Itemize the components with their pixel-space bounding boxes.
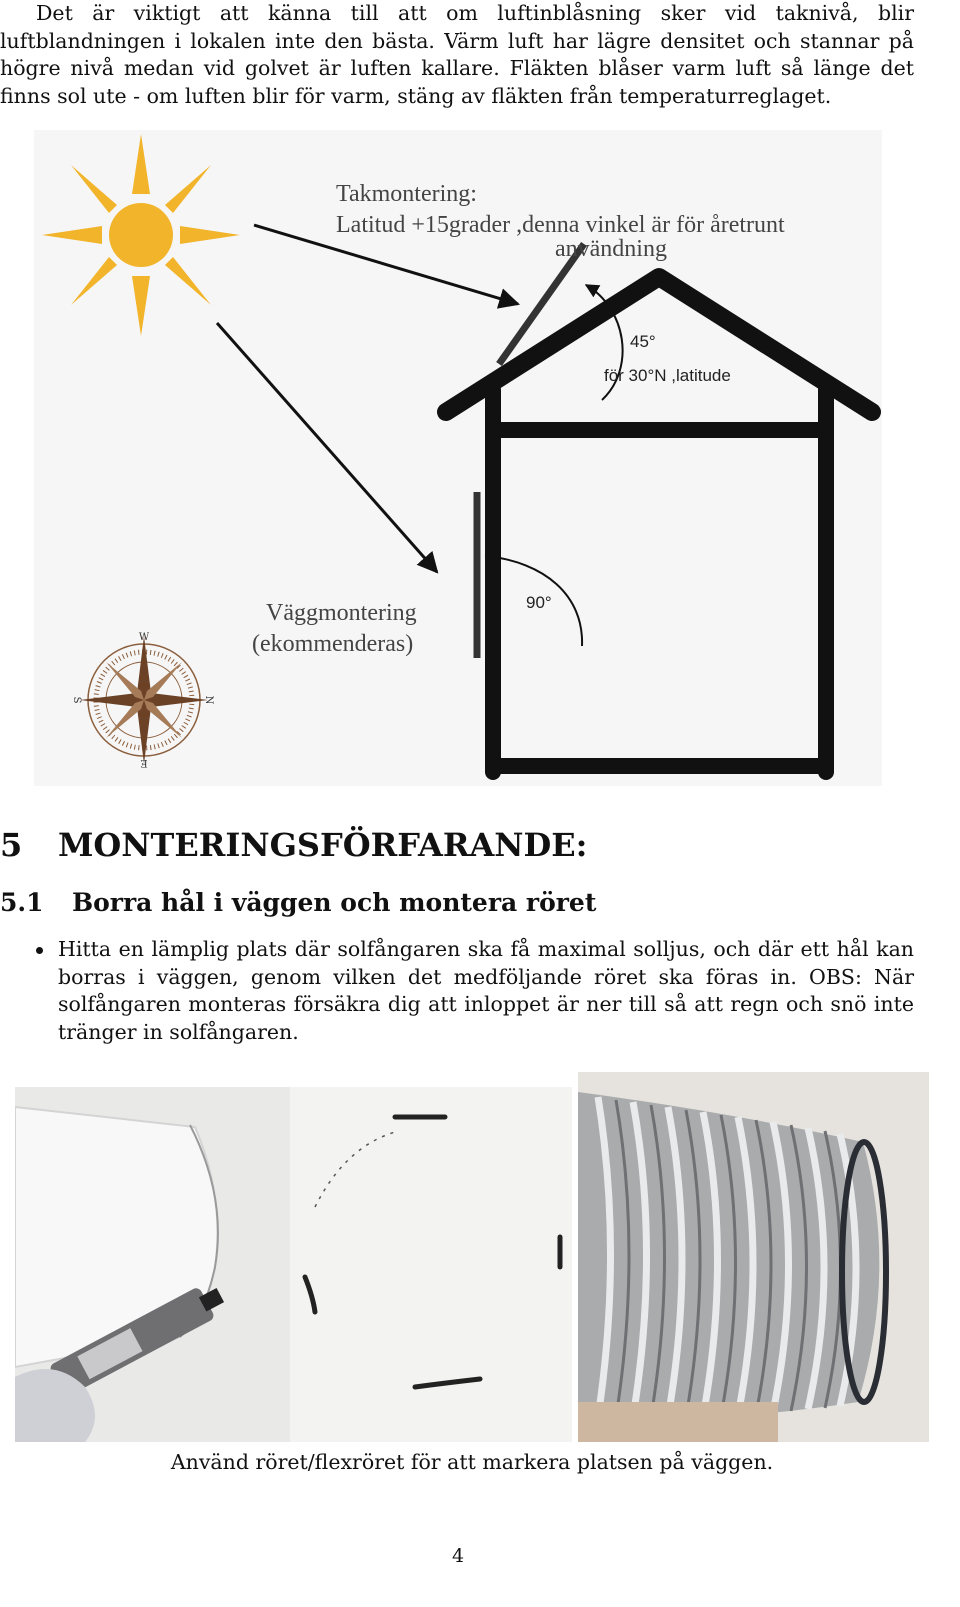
subsection-title: Borra hål i väggen och montera röret <box>72 888 597 917</box>
wall-angle-label: 90° <box>526 593 552 612</box>
roof-latitude-label: för 30°N ,latitude <box>604 366 731 385</box>
subsection-heading <box>0 888 596 917</box>
roof-mount-line3: användning <box>555 236 667 262</box>
mounting-diagram <box>34 130 882 786</box>
compass-s: S <box>71 696 82 704</box>
instruction-list <box>0 936 914 1046</box>
page-number: 4 <box>451 1545 465 1567</box>
intro-paragraph <box>0 0 914 110</box>
wall-mount-sub: (ekommenderas) <box>252 631 414 657</box>
list-item-text: Hitta en lämplig plats där solfångaren ska få maximal solljus, och där ett hål kan borras i väggen, genom vilken det medföljande röret ska föras in. OBS: När solfångaren monteras försäkra dig att inloppet är ner till så att regn och snö inte tränger in solfångaren. <box>58 937 914 1044</box>
figure-caption: Använd röret/flexröret för att markera platsen på väggen. <box>170 1450 774 1474</box>
compass-n: N <box>203 695 214 705</box>
intro-sentence-2: Värm luft har lägre densitet och stannar på högre nivå medan vid golvet är luften kallare. <box>0 28 914 80</box>
roof-mount-line2: Latitud +15grader ,denna vinkel är för åretrunt <box>336 212 785 238</box>
list-item <box>0 936 914 1046</box>
roof-angle-label: 45° <box>630 332 656 351</box>
intro-sentence-3: Fläkten blåser varm luft så länge det finns sol ute - om luften blir för varm, stäng av fläkten från temperaturreglaget. <box>0 56 915 108</box>
section-heading <box>0 826 587 864</box>
compass-w: W <box>138 632 150 643</box>
section-number: 5 <box>0 826 23 864</box>
photo-flex-duct <box>578 1072 929 1442</box>
compass-e: E <box>140 757 148 768</box>
bullet-icon <box>36 947 43 954</box>
intro-sentence-1: Det är viktigt att känna till att om luftinblåsning sker vid taknivå, blir luftblandningen i lokalen inte den bästa. <box>0 1 914 53</box>
subsection-number: 5.1 <box>0 888 44 917</box>
photo-marking-wall <box>15 1087 572 1442</box>
roof-mount-title: Takmontering: <box>336 181 477 207</box>
wall-mount-title: Väggmontering <box>266 600 417 626</box>
section-title: MONTERINGSFÖRFARANDE: <box>58 826 588 864</box>
